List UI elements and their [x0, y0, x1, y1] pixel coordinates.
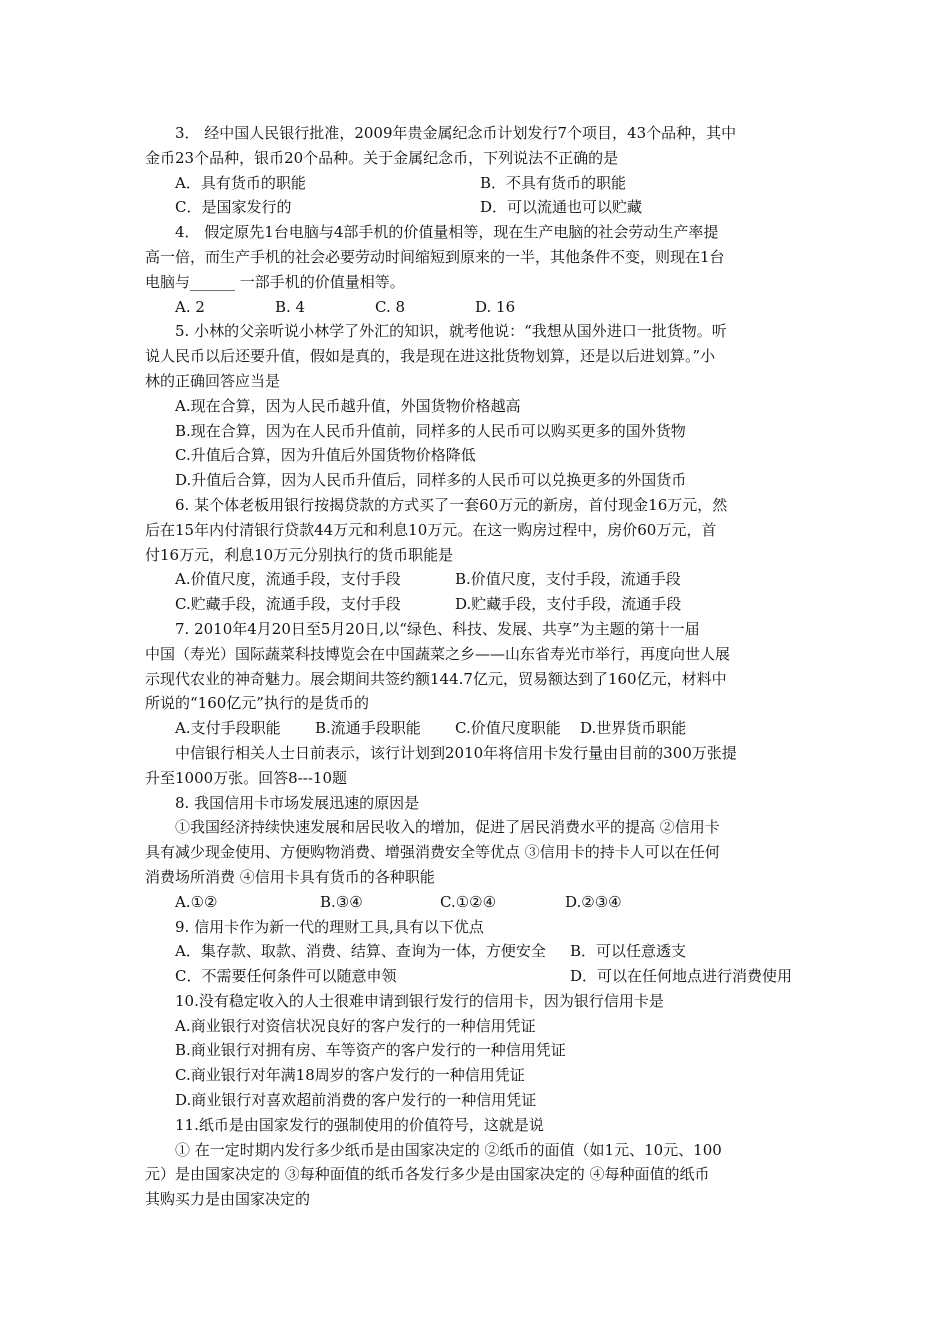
q7-option-d: D.世界货币职能: [580, 719, 687, 738]
q3-options-row1: [145, 171, 807, 196]
q6-options-row2: [145, 592, 807, 617]
q11-item-line1: ① 在一定时期内发行多少纸币是由国家决定的 ②纸币的面值（如1元、10元、100: [175, 1140, 722, 1159]
q9-option-d: D．可以在任何地点进行消费使用: [570, 967, 793, 986]
q8-item-line3: 消费场所消费 ④信用卡具有货币的各种职能: [145, 867, 435, 886]
q4-stem-line1: 4． 假定原先1台电脑与4部手机的价值量相等，现在生产电脑的社会劳动生产率提: [175, 223, 719, 242]
q7-stem-line1: 7. 2010年4月20日至5月20日,以“绿色、科技、发展、共享”为主题的第十一届: [175, 619, 700, 638]
q11-stem: 11.纸币是由国家发行的强制使用的价值符号，这就是说: [175, 1115, 544, 1134]
q7-option-a: A.支付手段职能: [175, 719, 281, 738]
q3-option-c: C．是国家发行的: [175, 198, 292, 217]
q3-option-a: A．具有货币的职能: [175, 173, 306, 192]
q8-item-line2: 具有减少现金使用、方便购物消费、增强消费安全等优点 ③信用卡的持卡人可以在任何: [145, 843, 720, 862]
q6-stem-line2: 后在15年内付清银行贷款44万元和利息10万元。在这一购房过程中，房价60万元，首: [145, 520, 717, 539]
q11-item-line3: 其购买力是由国家决定的: [145, 1190, 311, 1209]
q4-stem-line2: 高一倍，而生产手机的社会必要劳动时间缩短到原来的一半，其他条件不变，则现在1台: [145, 247, 725, 266]
q7-options-row: [145, 716, 807, 741]
q3-option-b: B．不具有货币的职能: [480, 173, 627, 192]
q8-option-c: C.①②④: [440, 892, 497, 911]
q5-option-c: C.升值后合算，因为升值后外国货物价格降低: [175, 446, 476, 465]
q4-stem-line3: 电脑与______ 一部手机的价值量相等。: [145, 272, 405, 291]
q6-option-d: D.贮藏手段，支付手段，流通手段: [455, 595, 682, 614]
q3-stem-line1: 3． 经中国人民银行批准，2009年贵金属纪念币计划发行7个项目，43个品种，其中: [175, 124, 737, 142]
material-line1: 中信银行相关人士日前表示，该行计划到2010年将信用卡发行量由目前的300万张提: [175, 743, 737, 762]
q9-options-row2: [145, 964, 807, 989]
q10-stem: 10.没有稳定收入的人士很难申请到银行发行的信用卡，因为银行信用卡是: [175, 991, 664, 1010]
q6-options-row1: [145, 567, 807, 592]
q10-option-d: D.商业银行对喜欢超前消费的客户发行的一种信用凭证: [175, 1091, 537, 1110]
q10-option-b: B.商业银行对拥有房、车等资产的客户发行的一种信用凭证: [175, 1041, 566, 1060]
q8-stem: 8. 我国信用卡市场发展迅速的原因是: [175, 793, 420, 812]
q6-stem-line3: 付16万元，利息10万元分别执行的货币职能是: [145, 545, 454, 564]
q7-option-b: B.流通手段职能: [315, 719, 421, 738]
q7-stem-line4: 所说的“160亿元”执行的是货币的: [145, 694, 369, 713]
q5-stem-line2: 说人民币以后还要升值，假如是真的，我是现在进这批货物划算，还是以后进划算。”小: [145, 347, 716, 366]
q4-option-c: C. 8: [375, 297, 406, 316]
q7-stem-line3: 示现代农业的神奇魅力。展会期间共签约额144.7亿元，贸易额达到了160亿元，材料中: [145, 669, 727, 688]
question-text-body: [145, 121, 807, 1212]
q4-option-b: B. 4: [275, 297, 306, 316]
q10-option-c: C.商业银行对年满18周岁的客户发行的一种信用凭证: [175, 1066, 525, 1085]
q3-options-row2: [145, 195, 807, 220]
q3-stem-line2: 金币23个品种，银币20个品种。关于金属纪念币，下列说法不正确的是: [145, 148, 619, 167]
q9-option-c: C．不需要任何条件可以随意申领: [175, 967, 397, 986]
q7-stem-line2: 中国（寿光）国际蔬菜科技博览会在中国蔬菜之乡——山东省寿光市举行，再度向世人展: [145, 644, 731, 663]
q8-options-row: [145, 890, 807, 915]
q5-option-a: A.现在合算，因为人民币越升值，外国货物价格越高: [175, 396, 521, 415]
q9-options-row1: [145, 939, 807, 964]
q5-stem-line3: 林的正确回答应当是: [145, 371, 281, 390]
q3-option-d: D．可以流通也可以贮藏: [480, 198, 643, 217]
q9-stem: 9. 信用卡作为新一代的理财工具,具有以下优点: [175, 917, 484, 936]
q6-option-a: A.价值尺度，流通手段，支付手段: [175, 570, 401, 589]
q8-option-d: D.②③④: [565, 892, 622, 911]
q7-option-c: C.价值尺度职能: [455, 719, 561, 738]
material-line2: 升至1000万张。回答8---10题: [145, 768, 348, 787]
q4-option-d: D. 16: [475, 297, 516, 316]
q11-item-line2: 元）是由国家决定的 ③每种面值的纸币各发行多少是由国家决定的 ④每种面值的纸币: [145, 1165, 710, 1184]
q8-item-line1: ①我国经济持续快速发展和居民收入的增加，促进了居民消费水平的提高 ②信用卡: [175, 818, 720, 837]
q5-option-b: B.现在合算，因为在人民币升值前，同样多的人民币可以购买更多的国外货物: [175, 421, 686, 440]
q4-option-a: A. 2: [175, 297, 205, 316]
q8-option-a: A.①②: [175, 892, 218, 911]
q9-option-a: A．集存款、取款、消费、结算、查询为一体，方便安全: [175, 942, 546, 961]
q5-option-d: D.升值后合算，因为人民币升值后，同样多的人民币可以兑换更多的外国货币: [175, 471, 687, 490]
q6-option-c: C.贮藏手段，流通手段，支付手段: [175, 595, 401, 614]
q9-option-b: B．可以任意透支: [570, 942, 687, 961]
q8-option-b: B.③④: [320, 892, 363, 911]
q10-option-a: A.商业银行对资信状况良好的客户发行的一种信用凭证: [175, 1016, 536, 1035]
q4-options-row: [145, 295, 807, 320]
q5-stem-line1: 5. 小林的父亲听说小林学了外汇的知识，就考他说：“我想从国外进口一批货物。听: [175, 322, 727, 341]
q6-option-b: B.价值尺度，支付手段，流通手段: [455, 570, 681, 589]
q6-stem-line1: 6. 某个体老板用银行按揭贷款的方式买了一套60万元的新房，首付现金16万元，然: [175, 495, 728, 514]
